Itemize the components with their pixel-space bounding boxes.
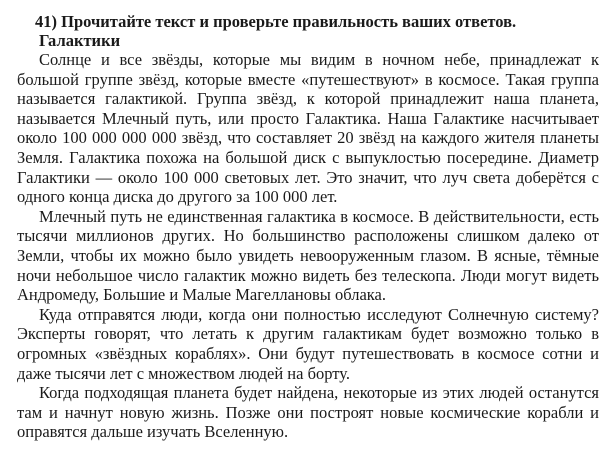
text-title: Галактики <box>39 31 121 50</box>
textbook-page <box>17 12 599 442</box>
paragraph-2: Млечный путь не единственная галактика в космосе. В действительности, есть тысячи миллионов других. Но большинство расположены слишком далеко от Земли, чтобы их можно было увидеть невооруженным глазом. В ясные, тёмные ночи небольшое число галактик можно видеть без телескопа. Люди могут видеть Андромеду, Большие и Малые Магеллановы облака. <box>17 206 599 305</box>
task-heading: 41) Прочитайте текст и проверьте правильность ваших ответов. <box>35 12 517 31</box>
paragraph-1: Солнце и все звёзды, которые мы видим в ночном небе, принадлежат к большой группе звёзд, которые вместе «путешествуют» в космосе. Такая группа называется галактикой. Группа звёзд, к которой принадлежит наша планета, называется Млечный путь, или просто Галактика. Наша Галактике насчитывает около 100 000 000 000 звёзд, что составляет 20 звёзд на каждого жителя планеты Земля. Галактика похожа на большой диск с выпуклостью посередине. Диаметр Галактики — около 100 000 световых лет. Это значит, что луч света доберётся с одного конца диска до другого за 100 000 лет. <box>17 50 599 207</box>
paragraph-4: Когда подходящая планета будет найдена, некоторые из этих людей останутся там и начнут новую жизнь. Позже они построят новые космические корабли и оправятся дальше изучать Вселенную. <box>17 383 599 442</box>
paragraph-3: Куда отправятся люди, когда они полностью исследуют Солнечную систему? Эксперты говорят, что летать к другим галактикам будет возможно только в огромных «звёздных кораблях». Они будут путешествовать в космосе сотни и даже тысячи лет с множеством людей на борту. <box>17 304 599 383</box>
